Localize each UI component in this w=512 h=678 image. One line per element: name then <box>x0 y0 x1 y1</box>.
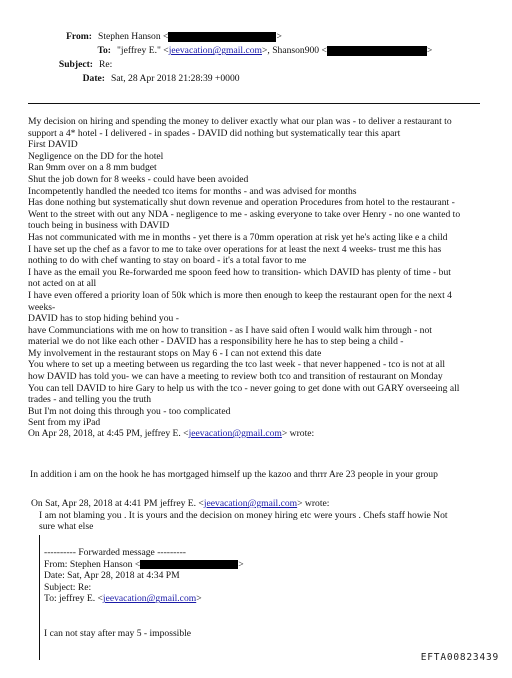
to-value: "jeffrey E." < <box>117 45 169 57</box>
header-divider <box>28 103 480 104</box>
from-label: From: <box>66 31 92 43</box>
forwarded-to-suffix: > <box>196 593 202 605</box>
forwarded-date: Date: Sat, Apr 28, 2018 at 4:34 PM <box>44 570 180 582</box>
subject-label: Subject: <box>58 59 93 71</box>
document-stamp: EFTA00823439 <box>420 652 499 664</box>
body-line: Incompetently handled the needed tco items for months - and was advised for months <box>28 185 357 197</box>
body-line: I have as the email you Re-forwarded me spoon feed how to transition- which DAVID has plenty of time - but <box>28 266 451 278</box>
header-date-row <box>0 72 512 86</box>
to-value-2: >, Shanson900 < <box>261 45 327 57</box>
body-line: I have even offered a priority loan of 50k which is more then enough to keep the restaurant open for the next 4 <box>28 289 452 301</box>
body-line: Shut the job down for 8 weeks - could have been avoided <box>28 173 249 185</box>
body-line: Ran 9mm over on a 8 mm budget <box>28 162 157 174</box>
body-line: touch being in business with DAVID <box>28 220 170 232</box>
forwarded-message <box>39 535 464 660</box>
body-line: My decision on hiring and spending the money to deliver exactly what our plan was - to deliver a restaurant to <box>28 116 452 127</box>
body-line: My involvement in the restaurant stops on May 6 - I can not extend this date <box>28 347 322 359</box>
from-value: Stephen Hanson < <box>98 31 169 43</box>
body-line: You where to set up a meeting between us regarding the tco last week - that never happened - tco is not at all <box>28 359 446 371</box>
body-line: support a 4* hotel - I delivered - in spades - DAVID did nothing but systematically tear this apart <box>28 127 401 139</box>
header-subject-row <box>0 58 512 72</box>
to-label: To: <box>97 45 111 57</box>
date-label: Date: <box>82 73 105 85</box>
date-value: Sat, 28 Apr 2018 21:28:39 +0000 <box>111 73 240 85</box>
quote-header-2 <box>31 498 491 533</box>
forwarded-from-tail: > <box>238 558 244 570</box>
quote2-email-link[interactable]: jeevacation@gmail.com <box>203 498 298 509</box>
forwarded-subject: Subject: Re: <box>44 581 92 593</box>
forwarded-from-text: From: Stephen Hanson < <box>44 558 141 570</box>
quote2-line-2: sure what else <box>39 521 94 533</box>
email-header <box>0 30 512 86</box>
to-email-link[interactable]: jeevacation@gmail.com <box>168 45 262 57</box>
body-line: Sent from my iPad <box>28 417 101 429</box>
quote1-body: In addition i am on the hook he has mortgaged himself up the kazoo and thrrr Are 23 people in your group <box>30 469 438 480</box>
redaction-box <box>327 46 427 56</box>
body-line: I have set up the chef as a favor to me to take over operations for at least the next 4 weeks- trust me this has <box>28 243 442 255</box>
body-line: trades - and telling you the truth <box>28 394 152 406</box>
quote2-prefix: On Sat, Apr 28, 2018 at 4:41 PM jeffrey E. < <box>31 498 204 509</box>
body-line: But I'm not doing this through you - too complicated <box>28 405 231 417</box>
quote1-prefix: On Apr 28, 2018, at 4:45 PM, jeffrey E. < <box>28 428 189 439</box>
to-tail: > <box>426 45 433 57</box>
body-line: DAVID has to stop hiding behind you - <box>28 313 179 325</box>
forwarded-to-prefix: To: jeffrey E. < <box>44 593 103 605</box>
body-line: Negligence on the DD for the hotel <box>28 150 164 162</box>
body-line: First DAVID <box>28 139 78 151</box>
redaction-box <box>168 32 276 42</box>
quote1-suffix: > wrote: <box>281 428 315 439</box>
quote2-suffix: > wrote: <box>297 498 330 509</box>
body-line: nothing to do with chef wanting to stay on board - it's a total favor to me <box>28 255 307 267</box>
body-line: Went to the street with out any NDA - negligence to me - asking everyone to take over Henry - no one wanted to <box>28 208 461 220</box>
quote-header-1 <box>28 428 314 440</box>
header-from-row <box>0 30 512 44</box>
forwarded-from <box>44 559 464 571</box>
body-line: material we do not like each other - DAVID has a responsibility here he has to step being a child - <box>28 336 404 348</box>
body-line: Has done nothing but systematically shut down revenue and operation Procedures from hotel to the restaurant - <box>28 197 455 209</box>
body-line: have Communciations with me on how to transition - as I have said often I would walk him through - not <box>28 324 432 336</box>
forwarded-message-text: I can not stay after may 5 - impossible <box>44 627 192 639</box>
forwarded-to <box>44 593 464 605</box>
message-body <box>28 116 488 429</box>
forwarded-email-link[interactable]: jeevacation@gmail.com <box>102 593 197 605</box>
body-line: weeks- <box>28 301 56 313</box>
body-line: You can tell DAVID to hire Gary to help us with the tco - never going to get done with out GARY overseeing all <box>28 382 460 394</box>
body-line: Has not communicated with me in months - yet there is a 70mm operation at risk yet he's acting like e a child <box>28 231 448 243</box>
forwarded-marker: ---------- Forwarded message --------- <box>44 547 186 558</box>
quote1-email-link[interactable]: jeevacation@gmail.com <box>188 428 282 439</box>
body-line: not acted on at all <box>28 278 97 290</box>
quote2-line-1: I am not blaming you . It is yours and the decision on money hiring etc were yours . Chefs staff howie Not <box>39 509 448 521</box>
subject-value: Re: <box>99 59 113 71</box>
from-tail: > <box>276 31 282 43</box>
header-to-row <box>0 44 512 58</box>
body-line: how DAVID has told you- we can have a meeting to review both tco and transition of restaurant on Monday <box>28 371 443 383</box>
redaction-box <box>140 560 238 569</box>
